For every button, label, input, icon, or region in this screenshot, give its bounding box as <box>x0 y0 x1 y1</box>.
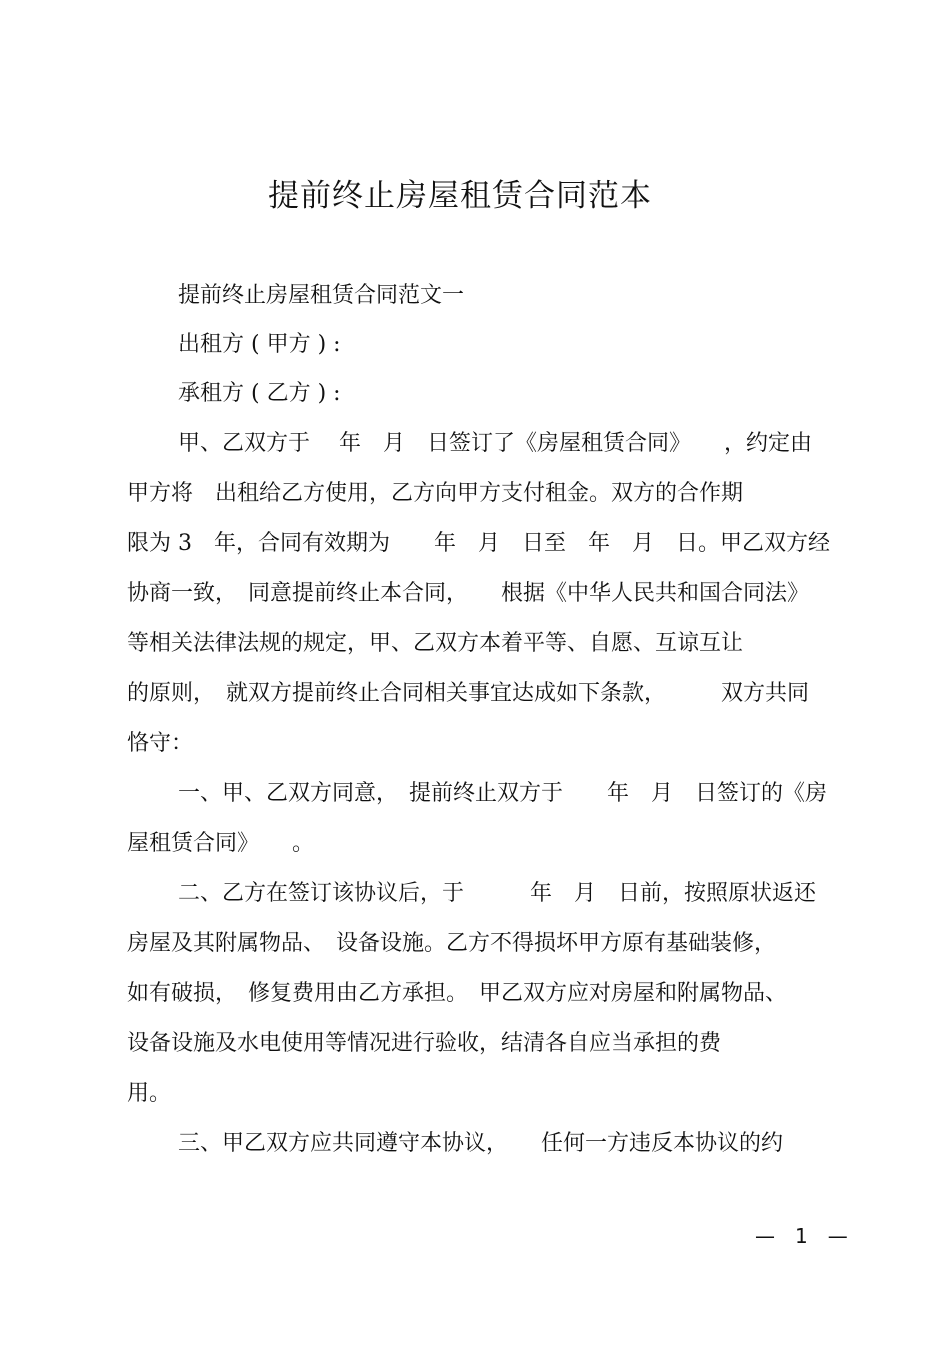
clause-line: 三、甲乙双方应共同遵守本协议， 任何一方违反本协议的约 <box>178 1131 784 1156</box>
clause-line: 一、甲、乙双方同意， 提前终止双方于 年 月 日签订的《房 <box>178 781 828 806</box>
clause-line: 屋租赁合同》 。 <box>127 831 315 856</box>
clause-line: 用。 <box>127 1081 172 1106</box>
paragraph-line: 协商一致， 同意提前终止本合同， 根据《中华人民共和国合同法》 <box>127 581 810 606</box>
paragraph-line: 的原则， 就双方提前终止合同相关事宜达成如下条款， 双方共同 <box>127 681 810 706</box>
paragraph-line: 等相关法律法规的规定，甲、乙双方本着平等、自愿、互谅互让 <box>127 631 744 656</box>
clause-line: 二、乙方在签订该协议后，于 年 月 日前，按照原状返还 <box>178 881 817 906</box>
document-title: 提前终止房屋租赁合同范本 <box>268 178 652 214</box>
clause-line: 设备设施及水电使用等情况进行验收，结清各自应当承担的费 <box>127 1031 722 1056</box>
page-number: — 1 — <box>755 1224 848 1248</box>
section-heading: 提前终止房屋租赁合同范文一 <box>178 283 465 308</box>
clause-line: 如有破损， 修复费用由乙方承担。 甲乙双方应对房屋和附属物品、 <box>127 981 788 1006</box>
paragraph-line: 限为 3 年，合同有效期为 年 月 日至 年 月 日。甲乙双方经 <box>127 531 830 556</box>
lessor-line: 出租方 ( 甲方 ) : <box>178 332 341 357</box>
clause-line: 房屋及其附属物品、 设备设施。乙方不得损坏甲方原有基础装修， <box>127 931 777 956</box>
paragraph-line: 恪守： <box>127 731 194 756</box>
paragraph-line: 甲、乙双方于 年 月 日签订了《房屋租赁合同》 ，约定由 <box>178 431 812 456</box>
paragraph-line: 甲方将 出租给乙方使用，乙方向甲方支付租金。双方的合作期 <box>127 481 744 506</box>
lessee-line: 承租方 ( 乙方 ) : <box>178 381 341 406</box>
